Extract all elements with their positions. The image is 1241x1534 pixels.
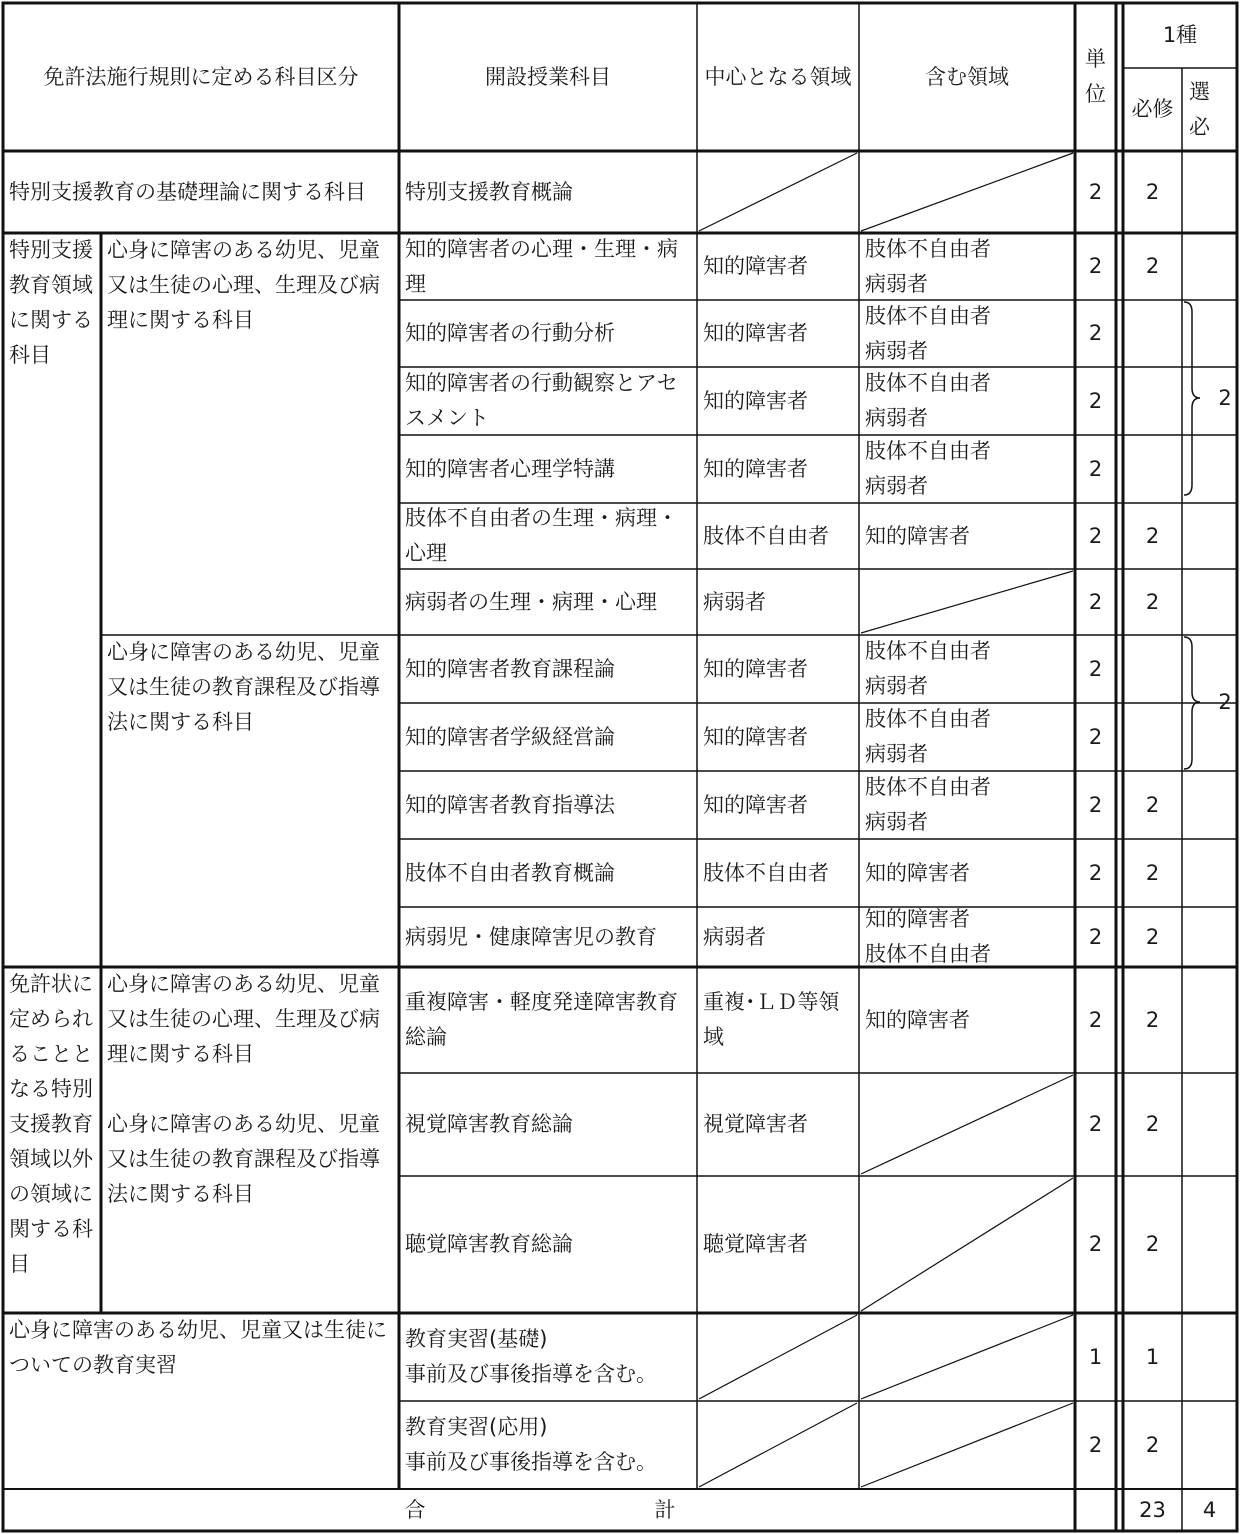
course-credits: 2 bbox=[1088, 388, 1103, 413]
course-required bbox=[1123, 367, 1182, 435]
course-subject: 病弱者の生理・病理・心理 bbox=[405, 589, 657, 614]
course-credits: 2 bbox=[1088, 179, 1103, 204]
total-elective: 4 bbox=[1202, 1497, 1217, 1522]
course-main-area: 肢体不自由者 bbox=[703, 860, 829, 885]
course-subject: 特別支援教育概論 bbox=[405, 179, 573, 204]
course-main-area: 知的障害者 bbox=[703, 792, 808, 817]
header-credits: 単 位 bbox=[1085, 47, 1106, 106]
course-included-area bbox=[859, 1313, 1075, 1401]
course-required bbox=[1123, 703, 1182, 771]
course-main-area: 聴覚障害者 bbox=[703, 1232, 808, 1256]
course-subject: 知的障害者の心理・生理・病 理 bbox=[405, 236, 678, 296]
course-required: 2 bbox=[1145, 792, 1160, 817]
course-main-area: 視覚障害者 bbox=[703, 1112, 808, 1136]
course-included-area bbox=[859, 1073, 1075, 1176]
course-main-area: 病弱者 bbox=[703, 924, 766, 949]
course-main-area: 知的障害者 bbox=[703, 321, 808, 345]
course-required: 2 bbox=[1145, 860, 1160, 885]
course-credits: 2 bbox=[1088, 1112, 1103, 1136]
course-subject: 知的障害者の行動観察とアセ スメント bbox=[405, 371, 678, 430]
elective-group-value: 2 bbox=[1218, 689, 1232, 714]
course-included-area: 知的障害者 bbox=[865, 860, 970, 885]
course-required: 2 bbox=[1145, 1232, 1160, 1256]
course-credits: 2 bbox=[1088, 1007, 1103, 1032]
course-credits: 2 bbox=[1088, 724, 1103, 749]
course-subject: 知的障害者心理学特講 bbox=[405, 456, 615, 481]
course-included-area: 肢体不自由者 病弱者 bbox=[865, 371, 991, 430]
course-included-area bbox=[859, 1176, 1075, 1313]
course-included-area: 肢体不自由者 病弱者 bbox=[865, 439, 991, 498]
course-subject: 知的障害者教育課程論 bbox=[405, 656, 615, 681]
course-main-area: 知的障害者 bbox=[703, 656, 808, 681]
course-required: 2 bbox=[1145, 1007, 1160, 1032]
course-included-area bbox=[859, 569, 1075, 635]
course-required: 2 bbox=[1145, 523, 1160, 548]
subcategory-psych-2: 心身に障害のある幼児、児童 又は生徒の心理、生理及び病 理に関する科目 bbox=[107, 972, 380, 1066]
category-practicum: 心身に障害のある幼児、児童又は生徒に ついての教育実習 bbox=[9, 1318, 387, 1377]
course-required: 2 bbox=[1145, 179, 1160, 204]
header-included-area: 含む領域 bbox=[925, 64, 1009, 89]
course-required: 1 bbox=[1145, 1344, 1160, 1369]
course-required: 2 bbox=[1145, 1112, 1160, 1136]
category-foundation: 特別支援教育の基礎理論に関する科目 bbox=[9, 179, 366, 204]
course-main-area: 知的障害者 bbox=[703, 388, 808, 413]
course-included-area bbox=[859, 1401, 1075, 1489]
course-credits: 2 bbox=[1088, 860, 1103, 885]
course-subject: 病弱児・健康障害児の教育 bbox=[405, 924, 657, 949]
brace-icon bbox=[1184, 302, 1200, 495]
course-required: 2 bbox=[1145, 1432, 1160, 1457]
course-included-area bbox=[859, 151, 1075, 233]
total-label-char-2: 計 bbox=[654, 1497, 676, 1522]
course-required bbox=[1123, 435, 1182, 503]
subcategory-curriculum-2: 心身に障害のある幼児、児童 又は生徒の教育課程及び指導 法に関する科目 bbox=[107, 1112, 380, 1206]
course-included-area: 知的障害者 肢体不自由者 bbox=[865, 907, 991, 966]
course-main-area: 病弱者 bbox=[703, 589, 766, 614]
course-required bbox=[1123, 635, 1182, 703]
course-subject: 教育実習(基礎) 事前及び事後指導を含む。 bbox=[405, 1327, 657, 1386]
elective-group-value: 2 bbox=[1218, 385, 1232, 410]
course-subject: 重複障害・軽度発達障害教育 総論 bbox=[405, 990, 678, 1049]
course-main-area: 知的障害者 bbox=[703, 254, 808, 278]
course-main-area: 知的障害者 bbox=[703, 724, 808, 749]
course-credits: 2 bbox=[1088, 589, 1103, 614]
total-required: 23 bbox=[1139, 1497, 1166, 1522]
course-credits: 2 bbox=[1088, 321, 1103, 345]
header-type1: 1種 bbox=[1162, 23, 1198, 47]
course-included-area: 肢体不自由者 病弱者 bbox=[865, 775, 991, 834]
course-required: 2 bbox=[1145, 924, 1160, 949]
course-included-area: 肢体不自由者 病弱者 bbox=[865, 303, 991, 363]
course-main-area: 肢体不自由者 bbox=[703, 523, 829, 548]
course-subject: 聴覚障害教育総論 bbox=[405, 1232, 573, 1256]
header-elective: 選 必 bbox=[1189, 79, 1210, 139]
course-subject: 知的障害者の行動分析 bbox=[405, 321, 615, 345]
course-main-area: 重複･ＬＤ等領 域 bbox=[703, 990, 840, 1049]
course-credits: 2 bbox=[1088, 1232, 1103, 1256]
course-main-area: 知的障害者 bbox=[703, 456, 808, 481]
course-credits: 2 bbox=[1088, 1432, 1103, 1457]
course-subject: 肢体不自由者教育概論 bbox=[405, 860, 615, 885]
course-main-area bbox=[697, 151, 859, 233]
category-other-area: 免許状に 定められ ることと なる特別 支援教育 領域以外 の領域に 関する科 目 bbox=[9, 972, 93, 1276]
course-included-area: 知的障害者 bbox=[865, 523, 970, 548]
category-special-area: 特別支援 教育領域 に関する 科目 bbox=[9, 238, 93, 367]
course-credits: 2 bbox=[1088, 523, 1103, 548]
course-required: 2 bbox=[1145, 254, 1160, 278]
course-credits: 2 bbox=[1088, 254, 1103, 278]
header-main-area: 中心となる領域 bbox=[704, 64, 852, 89]
course-included-area: 肢体不自由者 病弱者 bbox=[865, 707, 991, 766]
course-credits: 1 bbox=[1088, 1344, 1103, 1369]
course-included-area: 肢体不自由者 病弱者 bbox=[865, 236, 991, 296]
course-subject: 教育実習(応用) 事前及び事後指導を含む。 bbox=[405, 1415, 657, 1474]
course-main-area bbox=[697, 1401, 859, 1489]
course-required bbox=[1123, 300, 1182, 367]
course-subject: 知的障害者学級経営論 bbox=[405, 724, 615, 749]
header-required: 必修 bbox=[1131, 97, 1174, 121]
subcategory-curriculum: 心身に障害のある幼児、児童 又は生徒の教育課程及び指導 法に関する科目 bbox=[107, 640, 380, 734]
total-label-char-1: 合 bbox=[404, 1497, 426, 1522]
course-subject: 知的障害者教育指導法 bbox=[405, 792, 615, 817]
course-required: 2 bbox=[1145, 589, 1160, 614]
subcategory-psych: 心身に障害のある幼児、児童 又は生徒の心理、生理及び病 理に関する科目 bbox=[107, 238, 380, 332]
course-included-area: 肢体不自由者 病弱者 bbox=[865, 639, 991, 698]
course-credits: 2 bbox=[1088, 924, 1103, 949]
course-subject: 肢体不自由者の生理・病理・ 心理 bbox=[405, 506, 678, 565]
course-credits: 2 bbox=[1088, 656, 1103, 681]
course-credits: 2 bbox=[1088, 792, 1103, 817]
course-included-area: 知的障害者 bbox=[865, 1007, 970, 1032]
course-credits: 2 bbox=[1088, 456, 1103, 481]
header-subject: 開設授業科目 bbox=[485, 64, 611, 89]
course-main-area bbox=[697, 1313, 859, 1401]
header-category: 免許法施行規則に定める科目区分 bbox=[43, 64, 359, 89]
course-subject: 視覚障害教育総論 bbox=[405, 1112, 573, 1136]
